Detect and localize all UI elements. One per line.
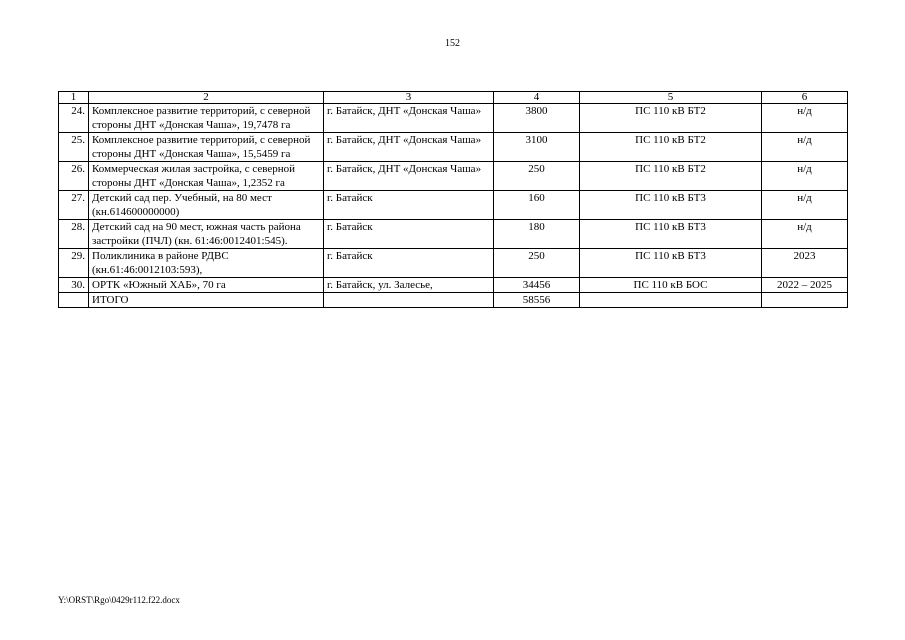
row-number: 24.: [59, 104, 89, 133]
column-header: 3: [324, 92, 494, 104]
column-header: 2: [89, 92, 324, 104]
year: н/д: [762, 104, 848, 133]
object-name: Комплексное развитие территорий, с северной стороны ДНТ «Донская Чаша», 15,5459 га: [89, 133, 324, 162]
object-location: г. Батайск: [324, 220, 494, 249]
object-name: ОРТК «Южный ХАБ», 70 га: [89, 278, 324, 293]
object-name: Поликлиника в районе РДВС (кн.61:46:0012103:593),: [89, 249, 324, 278]
object-location: г. Батайск: [324, 249, 494, 278]
power-value: 3100: [494, 133, 580, 162]
substation: ПС 110 кВ БТ3: [580, 191, 762, 220]
power-value: 160: [494, 191, 580, 220]
total-value: 58556: [494, 293, 580, 308]
object-name: Детский сад пер. Учебный, на 80 мест (кн.614600000000): [89, 191, 324, 220]
power-value: 3800: [494, 104, 580, 133]
table-row: [59, 191, 848, 220]
column-header: 5: [580, 92, 762, 104]
table-row: [59, 162, 848, 191]
year: 2023: [762, 249, 848, 278]
column-header: 4: [494, 92, 580, 104]
table-row: [59, 249, 848, 278]
year: н/д: [762, 220, 848, 249]
year: н/д: [762, 162, 848, 191]
substation: ПС 110 кВ БТ2: [580, 133, 762, 162]
power-value: 180: [494, 220, 580, 249]
row-number: 29.: [59, 249, 89, 278]
substation: ПС 110 кВ БОС: [580, 278, 762, 293]
object-name: Коммерческая жилая застройка, с северной стороны ДНТ «Донская Чаша», 1,2352 га: [89, 162, 324, 191]
object-location: г. Батайск, ДНТ «Донская Чаша»: [324, 104, 494, 133]
object-name: Детский сад на 90 мест, южная часть района застройки (ПЧЛ) (кн. 61:46:0012401:545).: [89, 220, 324, 249]
year: 2022 – 2025: [762, 278, 848, 293]
substation: ПС 110 кВ БТ3: [580, 220, 762, 249]
object-location: г. Батайск, ул. Залесье,: [324, 278, 494, 293]
object-location: г. Батайск, ДНТ «Донская Чаша»: [324, 162, 494, 191]
row-number: 28.: [59, 220, 89, 249]
substation: ПС 110 кВ БТ3: [580, 249, 762, 278]
empty-cell: [580, 293, 762, 308]
row-number: 30.: [59, 278, 89, 293]
year: н/д: [762, 191, 848, 220]
power-value: 250: [494, 162, 580, 191]
empty-cell: [59, 293, 89, 308]
total-label: ИТОГО: [89, 293, 324, 308]
year: н/д: [762, 133, 848, 162]
table-row: [59, 278, 848, 293]
empty-cell: [762, 293, 848, 308]
table-header-row: [59, 92, 848, 104]
column-header: 6: [762, 92, 848, 104]
row-number: 27.: [59, 191, 89, 220]
row-number: 25.: [59, 133, 89, 162]
table-row: [59, 104, 848, 133]
power-value: 34456: [494, 278, 580, 293]
row-number: 26.: [59, 162, 89, 191]
page-number: 152: [445, 38, 460, 49]
power-value: 250: [494, 249, 580, 278]
table-row: [59, 220, 848, 249]
footer-file-path: Y:\ORST\Rgo\0429r112.f22.docx: [58, 595, 180, 605]
total-row: [59, 293, 848, 308]
substation: ПС 110 кВ БТ2: [580, 162, 762, 191]
data-table: [58, 91, 848, 308]
column-header: 1: [59, 92, 89, 104]
object-name: Комплексное развитие территорий, с северной стороны ДНТ «Донская Чаша», 19,7478 га: [89, 104, 324, 133]
substation: ПС 110 кВ БТ2: [580, 104, 762, 133]
table-row: [59, 133, 848, 162]
object-location: г. Батайск, ДНТ «Донская Чаша»: [324, 133, 494, 162]
object-location: г. Батайск: [324, 191, 494, 220]
empty-cell: [324, 293, 494, 308]
